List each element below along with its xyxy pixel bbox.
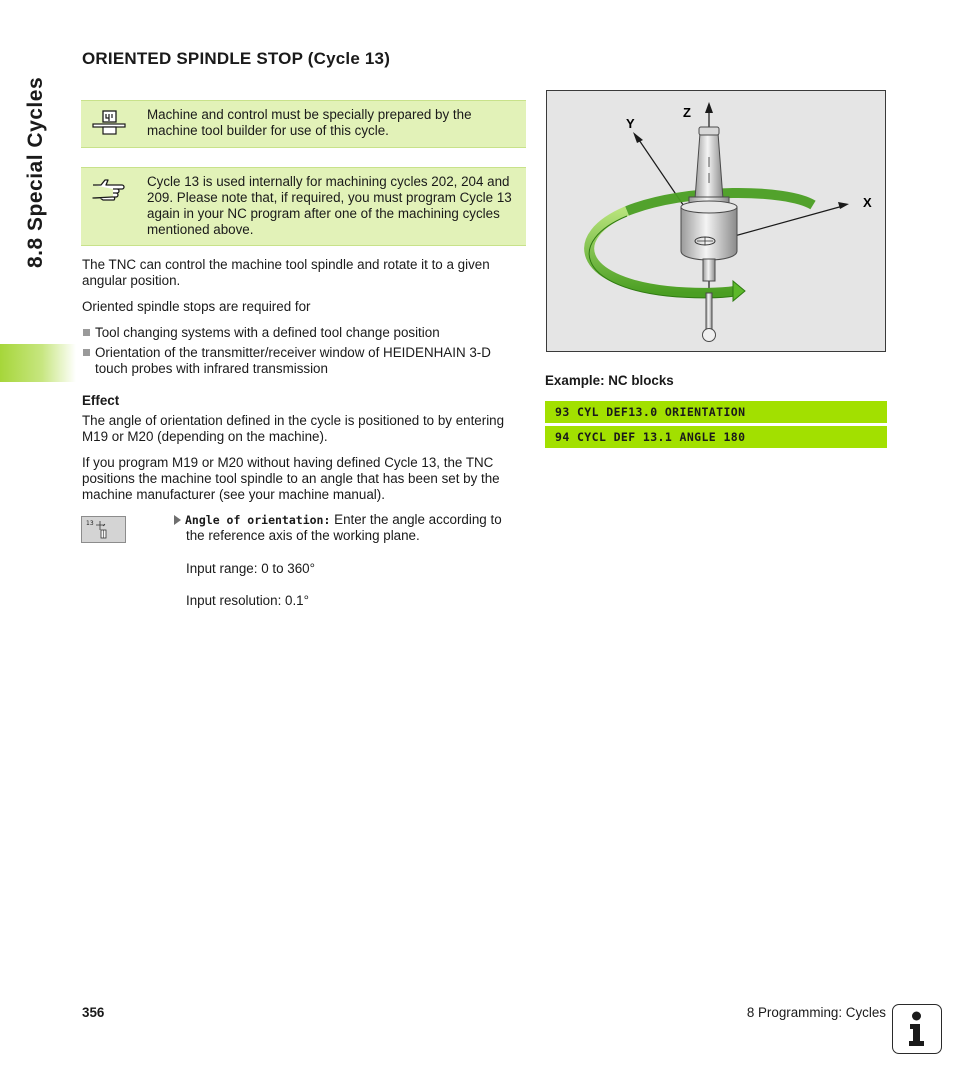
probe-stylus: [706, 293, 712, 329]
effect-paragraph-2: If you program M19 or M20 without having defined Cycle 13, the TNC positions the machine tool spindle to an angle that has been set by the machine manufacturer (see your machine manual).: [82, 455, 500, 502]
z-axis-label: Z: [683, 105, 691, 120]
effect-paragraph-1: The angle of orientation defined in the cycle is positioned to by entering M19 or M20 (depending on the machine).: [82, 413, 505, 444]
note-machine-prepared: [81, 100, 526, 148]
arrow-right-icon: [174, 515, 181, 525]
note-cycle-internal: [81, 167, 526, 246]
input-resolution: Input resolution: 0.1°: [186, 593, 309, 608]
parameter-name: Angle of orientation:: [185, 513, 331, 527]
sidebar-tab-marker: [0, 344, 76, 382]
machine-icon: [91, 109, 127, 142]
parameter-angle-of-orientation: [174, 512, 526, 544]
y-axis-label: Y: [626, 116, 635, 131]
nc-block-line: 94 CYCL DEF 13.1 ANGLE 180: [545, 426, 887, 448]
bullet-square-icon: [83, 349, 90, 356]
rotation-arrowhead-icon: [733, 281, 745, 301]
info-icon[interactable]: [892, 1004, 942, 1054]
page-title: ORIENTED SPINDLE STOP (Cycle 13): [82, 49, 391, 68]
bullet-square-icon: [83, 329, 90, 336]
softkey-label: 13: [86, 520, 94, 527]
pointing-hand-icon: [91, 177, 125, 206]
x-axis-label: X: [863, 195, 872, 210]
x-axis-arrowhead-icon: [838, 202, 849, 209]
y-axis-arrowhead-icon: [633, 132, 643, 143]
parameter-description-b: the reference axis of the working plane.: [186, 528, 420, 543]
intro-paragraph: The TNC can control the machine tool spindle and rotate it to a given angular position.: [82, 257, 490, 288]
note-text: Cycle 13 is used internally for machining cycles 202, 204 and 209. Please note that, if required, you must program Cycle 13 again in your NC program after one of the machining cycles mentioned above.: [147, 174, 512, 237]
stylus-ball: [703, 329, 716, 342]
effect-heading: Effect: [82, 393, 120, 408]
note-text: Machine and control must be specially prepared by the machine tool builder for use of this cycle.: [147, 107, 472, 138]
parameter-description-a: Enter the angle according to: [334, 512, 502, 527]
input-range: Input range: 0 to 360°: [186, 561, 315, 576]
list-item: Tool changing systems with a defined tool change position: [82, 325, 527, 341]
required-for-paragraph: Oriented spindle stops are required for: [82, 299, 311, 314]
z-axis-arrowhead-icon: [705, 102, 713, 113]
spindle-orientation-figure: [546, 90, 886, 352]
nc-block-line: 93 CYL DEF13.0 ORIENTATION: [545, 401, 887, 423]
sidebar-section-title: 8.8 Special Cycles: [24, 76, 47, 268]
chapter-label: 8 Programming: Cycles: [746, 1005, 886, 1020]
probe-body: [681, 207, 737, 260]
cycle-13-softkey[interactable]: [81, 516, 126, 543]
list-item: Orientation of the transmitter/receiver window of HEIDENHAIN 3-D touch probes with infrared transmission: [82, 345, 527, 377]
example-caption: Example: NC blocks: [545, 373, 674, 388]
page-number: 356: [82, 1005, 105, 1020]
